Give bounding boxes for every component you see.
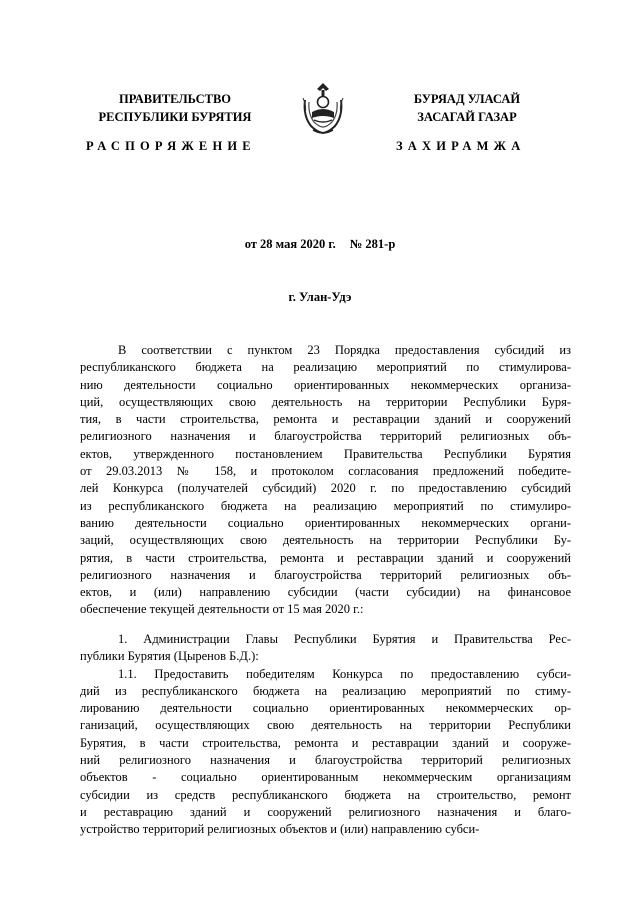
text-line: нию деятельности социально ориентированных некоммерческих организа- — [80, 377, 571, 392]
text-line: республиканского бюджета на реализацию мероприятий по стимулирова- — [80, 360, 571, 375]
header-left-line-2: РЕСПУБЛИКИ БУРЯТИЯ — [98, 110, 252, 124]
text-line: ций, осуществляющих свою деятельность на территории Республики Буря- — [80, 394, 571, 409]
document-date: от 28 мая 2020 г. — [244, 237, 336, 251]
text-line: тия, в части строительства, ремонта и реставрации зданий и сооружений — [80, 412, 571, 427]
text-line: религиозного назначения и благоустройства территорий религиозных объ- — [80, 429, 571, 444]
text-line: ганизаций, осуществляющих свою деятельность на территории Республики — [80, 718, 571, 733]
header-right-block — [372, 90, 562, 126]
coat-of-arms-icon — [299, 80, 347, 136]
text-line: заций, осуществляющих свою деятельность на территории Республики Бу- — [80, 533, 571, 548]
text-line: 1.1. Предоставить победителям Конкурса по предоставлению субси- — [118, 666, 571, 681]
text-line: от 29.03.2013 № 158, и протоколом согласования предложений победите- — [80, 464, 571, 479]
text-line: лированию деятельности социально ориентированных некоммерческих ор- — [80, 701, 571, 716]
text-line: и реставрацию зданий и сооружений религиозного назначения и благо- — [80, 804, 571, 819]
text-line: ектов, и (или) направлению субсидии (части субсидии) на финансовое — [80, 585, 571, 600]
text-line: устройство территорий религиозных объектов и (или) направлению субси- — [80, 822, 480, 837]
text-line: ний религиозного назначения и благоустройства территорий религиозных — [80, 753, 571, 768]
text-line: религиозного назначения и благоустройства территорий религиозных объ- — [80, 567, 571, 582]
item-1-1-paragraph — [80, 666, 571, 839]
preamble-paragraph — [80, 342, 571, 619]
header-right-line-2: ЗАСАГАЙ ГАЗАР — [417, 110, 517, 124]
item-1-paragraph — [80, 631, 571, 666]
text-line: субсидии из средств республиканского бюджета на строительство, ремонт — [80, 787, 571, 802]
header-left-block — [80, 90, 270, 126]
header-right-line-1: БУРЯАД УЛАСАЙ — [413, 92, 521, 106]
text-line: лей Конкурса (получателей субсидий) 2020 г. по предоставлению субсидий — [80, 481, 571, 496]
text-line: обеспечение текущей деятельности от 15 мая 2020 г.: — [80, 602, 364, 617]
doc-type-ru: РАСПОРЯЖЕНИЕ — [86, 139, 256, 153]
text-line: из республиканского бюджета на реализацию мероприятий по стимулиро- — [80, 498, 571, 513]
header-left-line-1: ПРАВИТЕЛЬСТВО — [118, 92, 232, 106]
text-line: 1. Администрации Главы Республики Бурятия и Правительства Рес- — [118, 632, 571, 646]
text-line: ектов, утвержденного постановлением Правительства Республики Бурятия — [80, 446, 571, 461]
text-line: объектов - социально ориентированным некоммерческим организациям — [80, 770, 571, 785]
doc-type-bua: ЗАХИРАМЖА — [396, 139, 526, 153]
document-number: № 281-р — [349, 237, 396, 251]
text-line: дий из республиканского бюджета на реализацию мероприятий по стиму- — [80, 683, 571, 698]
document-city: г. Улан-Удэ — [288, 290, 352, 304]
text-line: рятия, в части строительства, ремонта и реставрации зданий и сооружений — [80, 550, 571, 565]
text-line: публики Бурятия (Цыренов Б.Д.): — [80, 649, 259, 664]
text-line: ванию деятельности социально ориентированных некоммерческих органи- — [80, 515, 571, 530]
text-line: В соответствии с пунктом 23 Порядка предоставления субсидий из — [118, 343, 571, 357]
text-line: Бурятия, в части строительства, ремонта и реставрации зданий и сооруже- — [80, 735, 571, 750]
document-date-number — [0, 237, 640, 252]
items-section — [80, 631, 571, 839]
